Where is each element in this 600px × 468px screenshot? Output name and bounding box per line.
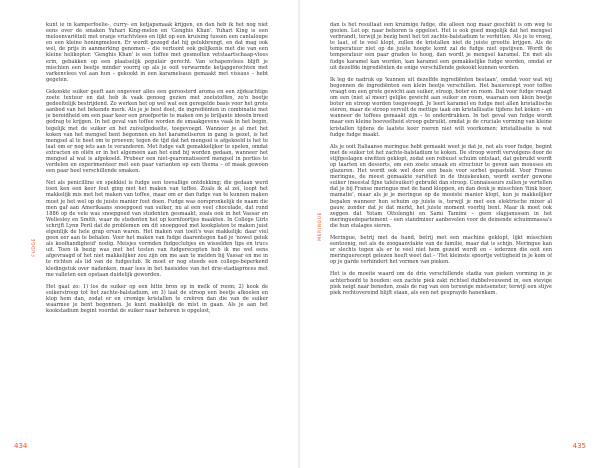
section-side-label: MERINGUE (318, 212, 323, 241)
section-side-label: FUDGE (32, 238, 37, 257)
right-text-column (330, 22, 552, 442)
right-page (300, 0, 600, 468)
paragraph: Ik leg de nadruk op 'kunnen uit dezelfde ingrediënten bestaan', omdat voor wat wij begonnen de ingrediënten een klein beetje verschillen. Het basisrecept voor toffee vraagt om een grote gewicht aan suiker, stroop, boter en room. Dat voor fudge vraagt om een (niet al meer) gelijke gewicht aan suiker en room, waaraan een klein beetje boter en stroop worden toegevoegd. Je leert karamel en fudge met allen kristallische eieren, maar de stroop vervult de mettige taak om kristallisatie tijdens het koken – en wanneer de toffees gemaakt zijn – te onderdrukken. In het geval van fudge wordt maar een kleine hoeveelheid stroop gebruikt, omdat je de cruciale vorming van kleine kristallen tijdens de laatste keer roeren niet wilt voorkomen; kristallisatie is wat fudge fudge maakt. (330, 76, 552, 138)
page-number: 435 (572, 442, 586, 450)
paragraph: kunt ie in kamperfoelie-, curry- en ketjapsmaak krijgen, en dan heb ik het nog niet eens over de smaken Yuhari King-melon en 'Genghis Khan'. Yuhari King is een meloenvariëteit met oranje vruchtvlees en lijkt op een kruising tussen een cantaloupe en een kleine honingmeloen. Er wordt gezegd dat hij gelukbrengt, en dat mag ook wel, de prijs in aanmerking genomen – die vertoont ook gelijkenis met die van een kleine helikopter. 'Genghis Khan' is een toffee met gesmolten vetstaartschaap-vlees erin, gebakken op een plaatselijk populair gerecht. Van schapenvlees blijft je mischien een beetje minder voorrij op als je ooit verwarmde ketjapgerechten met varkenvlees vol aan hun – gekookt in een karamelsaus gemaakt met vissaus – hebt gegeten. (46, 22, 268, 83)
left-text-column (46, 22, 268, 442)
paragraph: Als je ooit Italiaanse meringue hebt gemaakt weet je dat je, net als voor fudge, begint met de suiker tot het zachte-balstadium te koken. De stroop wordt vervolgens door de stijfgeslagen eiwitten geklopt, zodat een robuust schuim ontstaat, dat gebruikt wordt op taarten en desserts, om een zoete smaak en structuur te geven aan mousses en glazuren. Het wordt ook wel door een basis voor sorbet gepasteld. Voor Franse meringue, de meest gemaakte variëteit in de thuiskeuken, wordt eerder gewone suiker (meestal fijne tafelsuiker) gebruikt dan stroop. Connaisseurs zullen je vertellen dat je bij Franse meringue met de hand kloppen, en dan denk je misschien 'fiink hoor, mamatie', maar als je je meringue op de mooiste manier klopt, kun je makkelijker bepalen wanneer hun schuim op juiste is, terwijl je met een elektrische mixer al gauw, zonder dat je dat merkt, het juiste moment voorbij bent. Maar ik moet ook zeggen dat Yotam Ottolenghi en Sami Tamimi – geen slapjanussen in het meringuedepartement – een standmixer aanbevelen voor de deinende schuimmassa's die hun etalages sieren. (330, 143, 552, 229)
paragraph: dan is het resultaat een kruimige fudge, die alleen nog maar geschikt is om weg te gooien. Let op: naar behoren is opgelost. Het is ook goed mogelijk dat het mengsel verbrandt, terwijl je bezig bent het tot zachte-balstadium te verhitten. Als je te vroeg, te laat, of te veel klopt, zullen de kristallen niet de juiste grootte krijgen. Als de temperatuur niet op de juiste hoogte komt zal de fudge niet opstijven. Wordt de temperatuur een paar graden te hoog, dan wordt je mengsel karamel. En met als fudge karamel kan worden, kan karamel een gemakkelijke fudge worden, omdat er uit dezelfde ingrediënten de enige verschillende gekookt kunnen worden. (330, 22, 552, 71)
paragraph: Meringue, betrij met de hand, betrij met een machine geklopt, lijkt misschien eentoonig, net als de zoogaanvlakte van de familie, maar dat is schijn. Meringue kan er slechts tegen als er te veel niet hem gezeid wordt en – iederzen die ooit een meringuerecept gelezen heeft weet dat – 'Het kleinste spoortje vettigheid in je kom of op je garde verhindert het vormen van pieken. (330, 235, 552, 266)
paragraph: Het gaat zo: 1) los de suiker op een hitte bron op in melk of room; 2) kook de suikerstroop tot het zachte-balstadium, en 3) laat de stroop een beetje afkoelen en klop hem dan, zodat er en cremige kristallen te creëren dan die van de suiker waarmee je bent begonnen. Je kunt makkelijk de mist in gaan. Als je aan het kookstadium begint voordat de suiker naar behoren is opgelost, (46, 283, 268, 315)
paragraph: Gekookte suiker geeft aan ongeveer alles een geroosterd aroma en een zijdeachtige zoete textuur en dat heb ik vaak genoeg gezien met zoetstoffen, zo'n beetje gedeeltelijk bestrijdend. Zo werken het op wel wat een geregelde basis voor het grote aanbod van het bekende merk. Als je je best doet, de ingrediënten in combinatie met je bereidheid om een paar keer een proefportie te maken om je briljante ideeën breed gedrag te krijgen. In het geval van toffee worden de smaakgevens vaak in het begin, tegelijk met de suiker en het zuivelgedeelte, toegevoegd. Wanneer je al met het koken van het mengsel bent begonnen en het karameliseren in gang is gezet, is het mengsel al te heet om te proeven; tegen de tijd dat het mengsel is afgekoeld is het te laat om er nog iets aan te veranderen. Met fudge valt gemakkelijker te spelen, omdat extracten en oliën er in het algemeen aan het eind bij worden gedaan, wanneer het mengsel al wat is afgekoeld. Probeer een niet-gearomatiseerd mengsel in porties te verdelen en experimenteer met een paar varianten op een thema – of maak gewoon een paar heel verschillende smaken. (46, 88, 268, 175)
page-number: 434 (14, 442, 28, 450)
paragraph: Het is de moeite waard om de drie verschillende stadia van pieken vorming in je achterhoofd te houden: een zachte piek zakt richtsel dubbelvouwend in, een stevige piek neigt naar beneden, zoals de rug van een teruwige mietseneter, terwijl een stijve piek rechtovereind blijft staan, als een net gesprayde hanenkam. (330, 271, 552, 296)
paragraph: Net als penicilline en spekkiel is fudge een toevallige ontdekking; die gedaan werd toen ken een keer fout ging met het maken van toffee. Zoals ik al zei, loopt het makkelijk mis met het maken van toffee, maar om er dan fudge van te kunnen maken moet je het wel op de juiste manier fout doen. Fudge was oorspronkelijk de naam die men gaf aan Amerikaans snoepgoed van suiker, nu al een veel chocolade, dat rond 1886 op de vele was snoepgoed van studenten gesmaakt, zoals ook in het Vassar en Wellesley en Smith, waar de studenten het op kornfoortjes maakten. In College Girls schrijft Lynn Peril dat de problemen om dit snoepgoed met kookplaten te maken juist eigenlijk de hele grap ervan waren. Het maken van toeit's was makkelijk: daar viel geen eer aan te behalen. Voor het maken van fudge daarentegen had je 'nowel geluk als koolhandigheid' nodig. Meisjes vormden fudgeclubjes en wisselden tips en trucs uit. Toen ik bezig was met het testen van fudgerecepten heb ik me wel eens afgevraagd of het niet makkelijker zou zijn om me aan te melden bij Vassar en me in te richten als lid van de fudgeclub. Ik moet er nog steeds een college-beperkend kledingstuk over nadenken, maar lees in het basisidee van het drie-stadiaproces met me valleten een opstaan duidelijk geworden. (46, 180, 268, 278)
